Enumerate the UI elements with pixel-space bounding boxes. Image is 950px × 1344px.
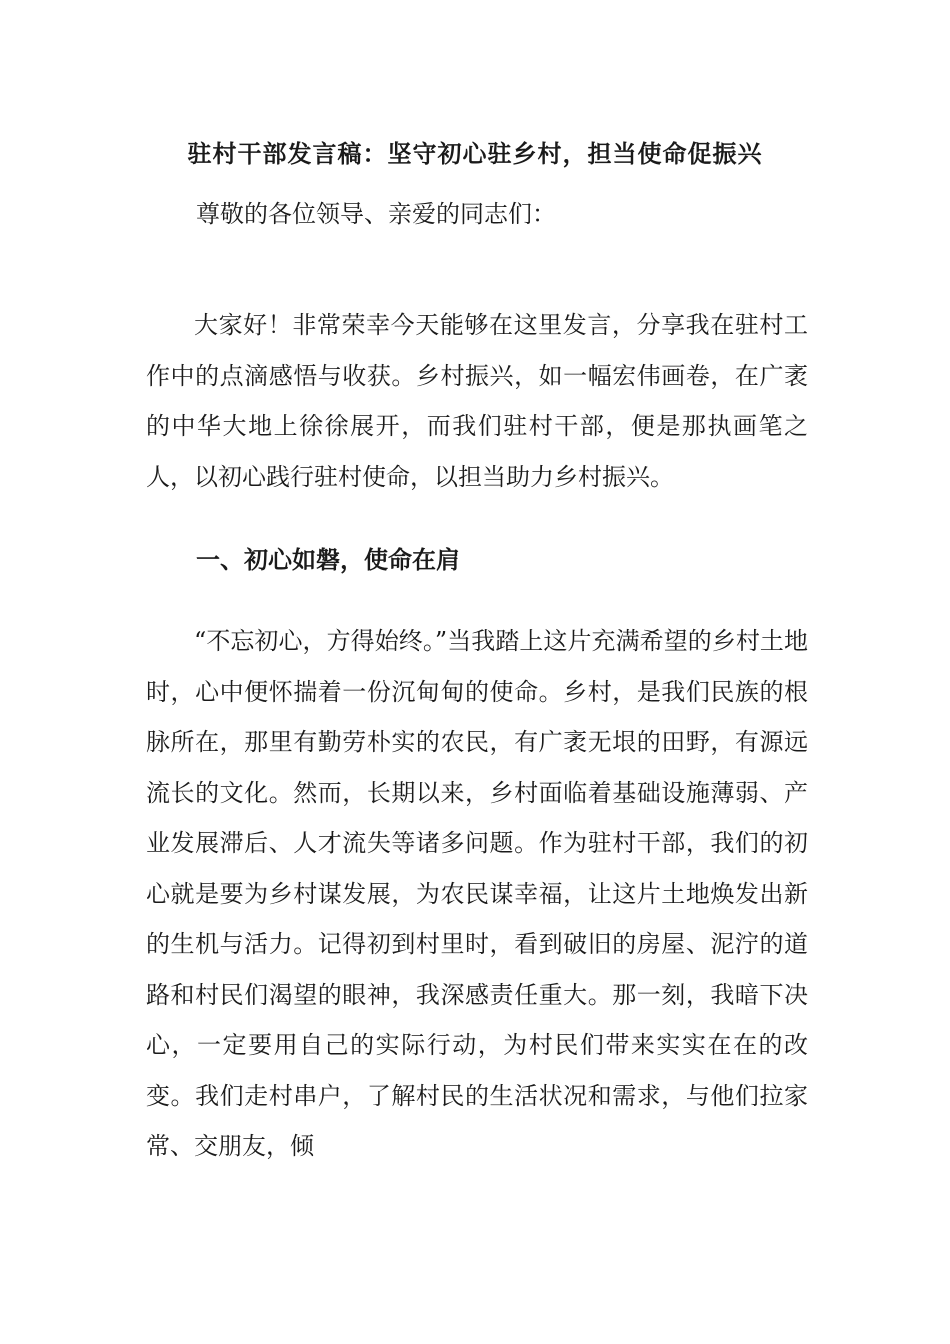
section-paragraph: “不忘初心，方得始终。”当我踏上这片充满希望的乡村土地时，心中便怀揣着一份沉甸甸的使命。乡村，是我们民族的根脉所在，那里有勤劳朴实的农民，有广袤无垠的田野，有源远流长的文化。然而，长期以来，乡村面临着基础设施薄弱、产业发展滞后、人才流失等诸多问题。作为驻村干部，我们的初心就是要为乡村谋发展，为农民谋幸福，让这片土地焕发出新的生机与活力。记得初到村里时，看到破旧的房屋、泥泞的道路和村民们渴望的眼神，我深感责任重大。那一刻，我暗下决心，一定要用自己的实际行动，为村民们带来实实在在的改变。我们走村串户，了解村民的生活状况和需求，与他们拉家常、交朋友，倾 <box>146 627 808 1160</box>
intro-paragraph: 大家好！非常荣幸今天能够在这里发言，分享我在驻村工作中的点滴感悟与收获。乡村振兴，如一幅宏伟画卷，在广袤的中华大地上徐徐展开，而我们驻村干部，便是那执画笔之人，以初心践行驻村使命，以担当助力乡村振兴。 <box>146 311 808 491</box>
salutation: 尊敬的各位领导、亲爱的同志们： <box>196 200 556 228</box>
document-title: 驻村干部发言稿：坚守初心驻乡村，担当使命促振兴 <box>187 139 763 168</box>
section-heading: 一、初心如磐，使命在肩 <box>196 545 460 574</box>
